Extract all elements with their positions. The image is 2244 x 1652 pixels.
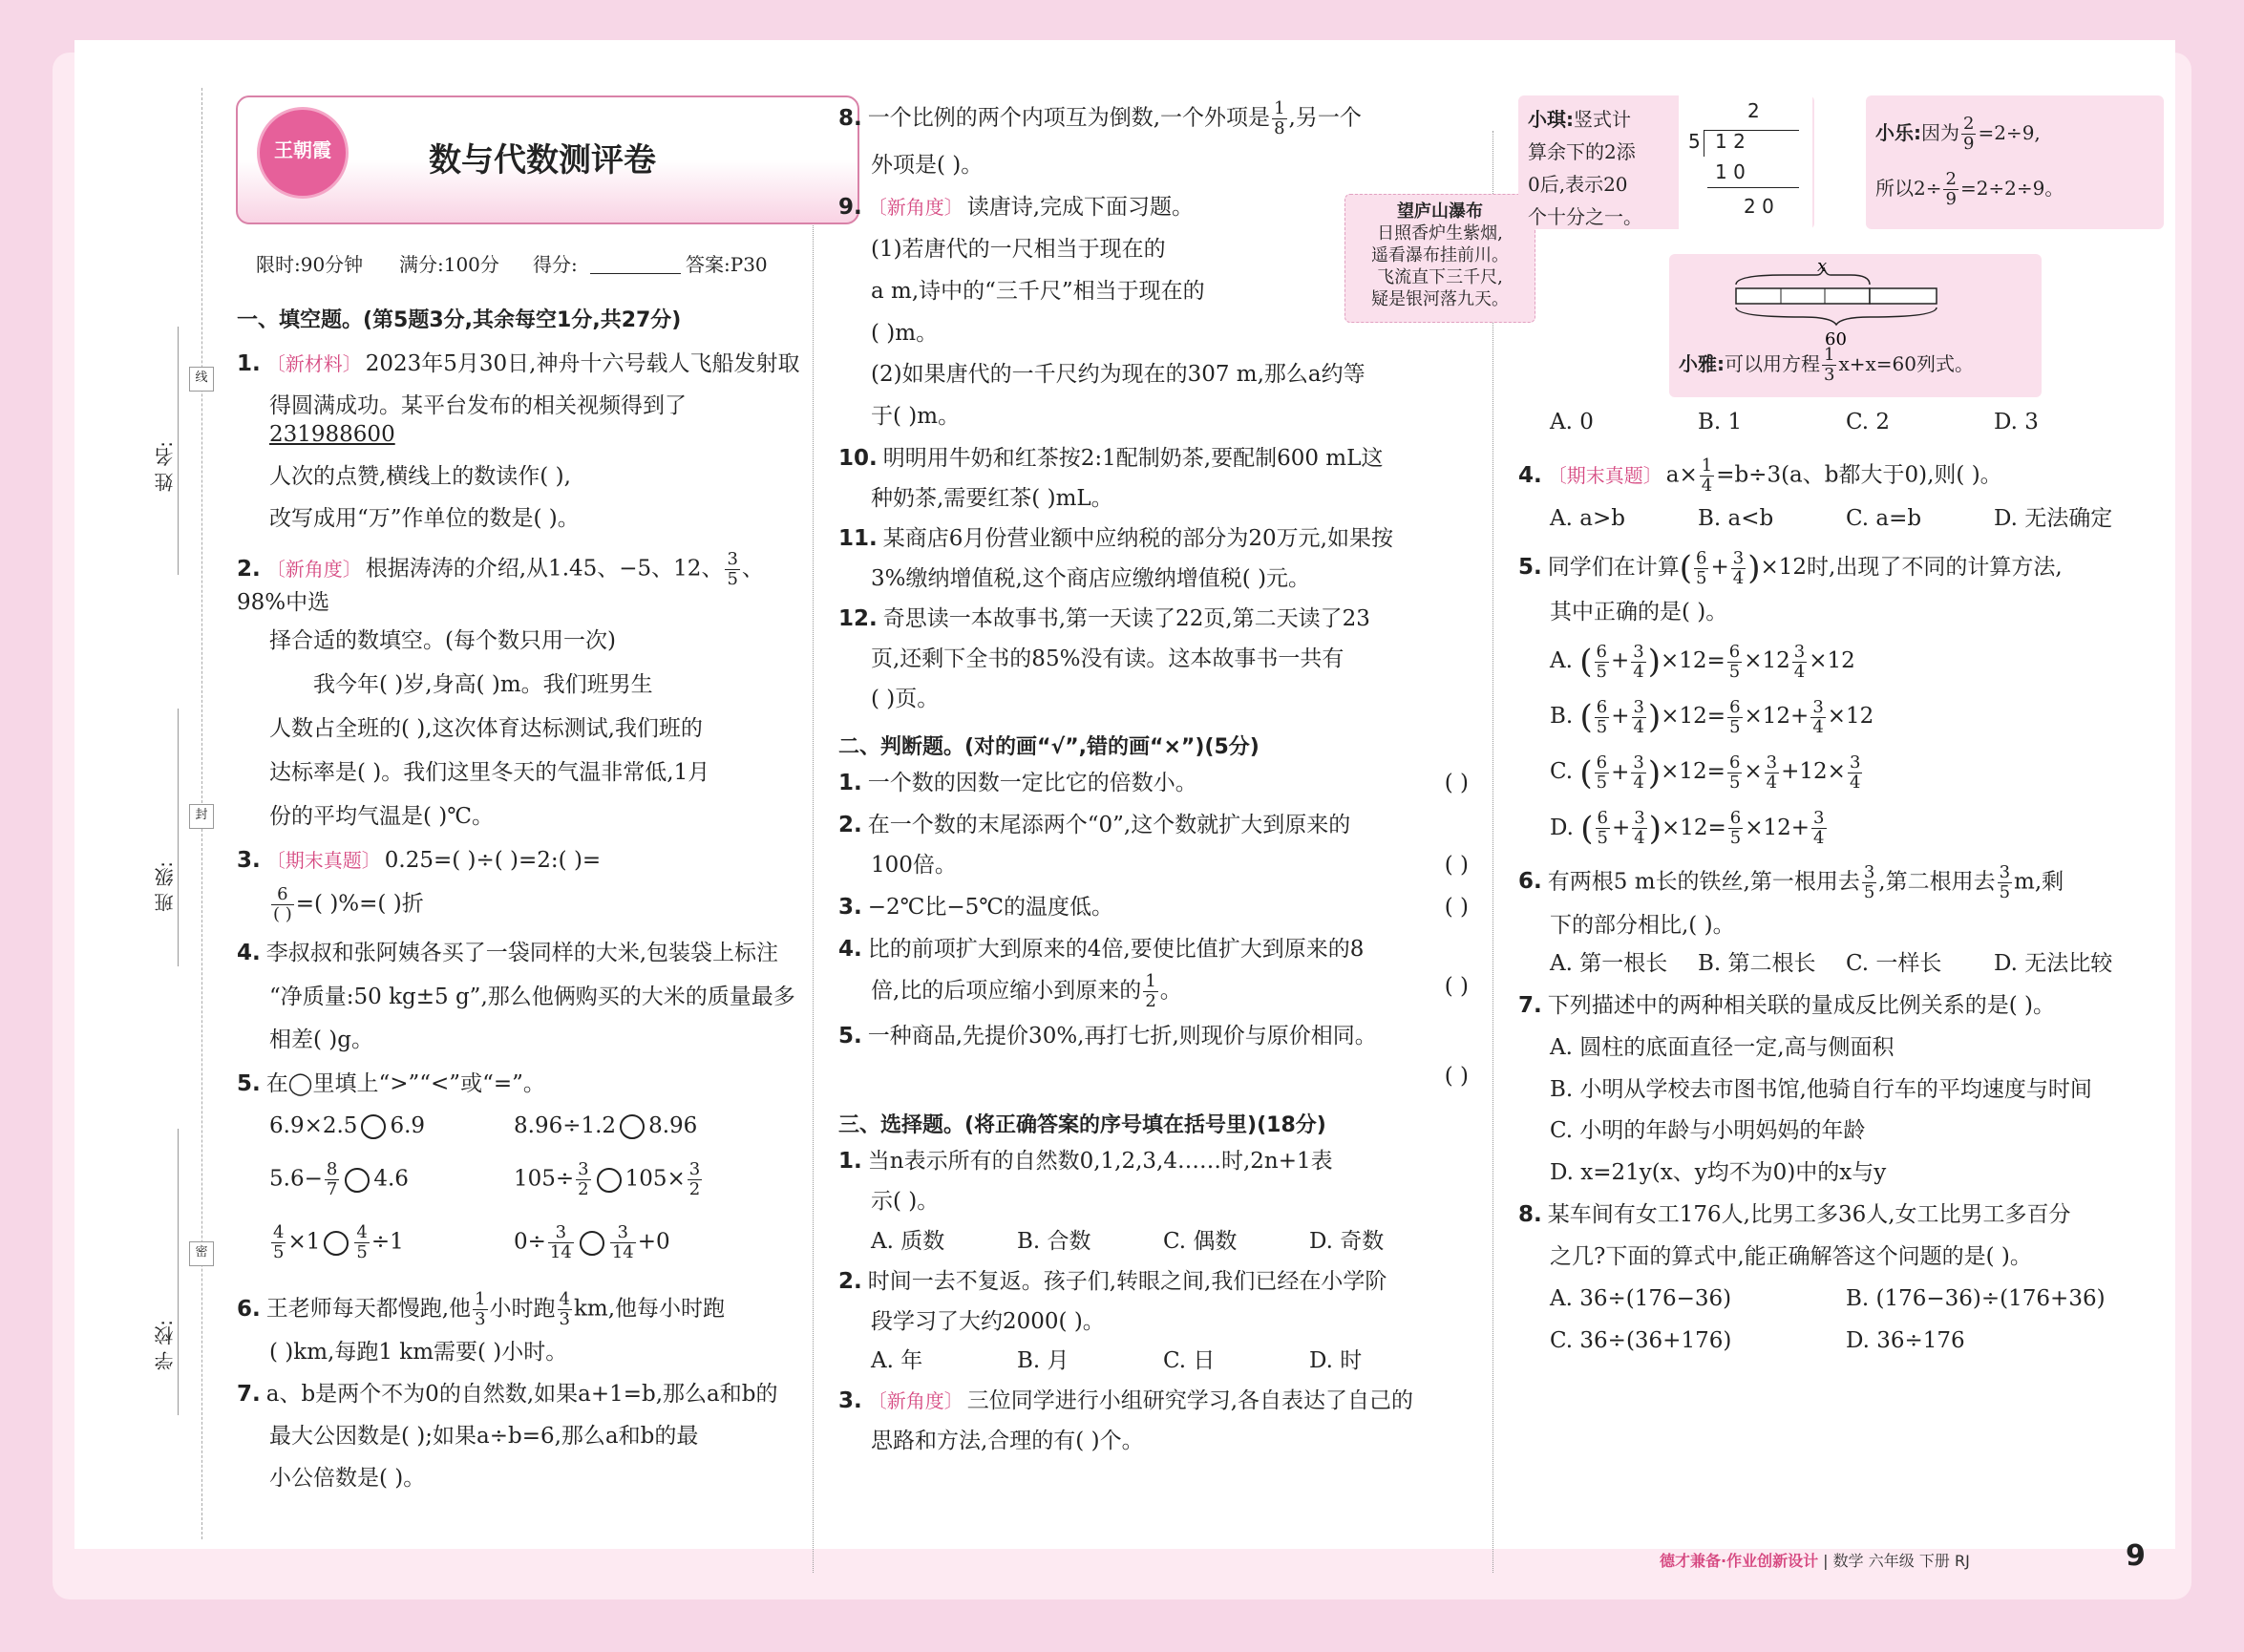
q4-num: 4.: [237, 940, 261, 965]
j5-paren[interactable]: ( ): [1444, 1064, 1469, 1090]
c8-option-c[interactable]: C. 36÷(36+176): [1550, 1327, 1732, 1353]
c2-option-d[interactable]: D. 时: [1309, 1348, 1363, 1374]
q8-line1: 一个比例的两个内项互为倒数,一个外项是: [867, 105, 1271, 131]
column-divider-2: [1492, 131, 1493, 1573]
c5-line2: 其中正确的是( )。: [1550, 600, 1728, 625]
c6-lb: ,第二根用去: [1878, 869, 1996, 895]
c2-line1: 时间一去不复返。孩子们,转眼之间,我们已经在小学阶: [867, 1268, 1387, 1294]
section-judge: 二、判断题。(对的画“√”,错的画“×”)(5分): [838, 735, 1260, 760]
q5-b-circle[interactable]: [620, 1114, 645, 1139]
q12-line2: 页,还剩下全书的85%没有读。这本故事书一共有: [871, 646, 1344, 671]
c6-option-c[interactable]: C. 一样长: [1846, 950, 1942, 976]
q5-g-left: 0÷: [514, 1229, 546, 1255]
q8: 8. 一个比例的两个内项互为倒数,一个外项是 $\frac{1}{8}$ ,另一个 外项是( )。: [838, 99, 1469, 180]
q7-line2: 最大公因数是( );如果a÷b=6,那么a和b的最: [269, 1424, 699, 1450]
c5-lb: ×12时,出现了不同的计算方法,: [1760, 555, 2063, 581]
q10-line1: 明明用牛奶和红茶按2:1配制奶茶,要配制600 mL这: [882, 446, 1384, 472]
j1: [838, 770, 1469, 798]
c6-option-a[interactable]: A. 第一根长: [1550, 950, 1668, 976]
c5: 5. 同学们在计算( $\frac{6}{5}$ + $\frac{3}{4}$ )×12时,出现了不同的计算方法, 其中正确的是( )。 A. ( $\frac{6}{5}$ + $\frac{3}{4}$ )×12= $\frac{6}{5}$ ×12 $\frac{3}{4}$ ×12 B. ( $\frac{6}{5}$ + $\frac{3}{4}$ )×12= $\frac{6}{5}$ ×12+ $\frac{3}{4}$ ×12 C. ( $\frac{6}{5}$ + $\frac{3}{4}$ )×12= $\frac{6}{5}$ × $\frac{3}{4}$ +12× $\frac{3}{4}$ D. ( $\frac{6}{5}$ + $\frac{3}{4}$ )×12= $\frac{6}{5}$ ×12+ $\frac{3}{4}$: [1518, 547, 2168, 850]
c1-option-d[interactable]: D. 奇数: [1309, 1228, 1385, 1254]
c7-line1: 下列描述中的两种相关联的量成反比例关系的是( )。: [1547, 992, 2056, 1018]
c3-options: [1550, 409, 2161, 437]
diagram-sixty: 60: [1825, 329, 1847, 349]
q1-number: 231988600: [269, 421, 395, 447]
q5-g-right: +0: [637, 1229, 670, 1255]
div-quotient: 2: [1747, 99, 1760, 122]
q1-tag: 〔新材料〕: [265, 352, 362, 375]
q12-line1: 奇思读一本故事书,第一天读了22页,第二天读了23: [882, 605, 1370, 631]
poem-card: [1344, 194, 1535, 323]
q5-c-left: 5.6−: [269, 1166, 323, 1192]
q3-line2: =( )%=( )折: [295, 891, 424, 917]
c4-num: 4.: [1518, 462, 1542, 488]
q5-d-circle[interactable]: [597, 1168, 622, 1193]
c3-option-c[interactable]: C. 2: [1846, 410, 1891, 434]
q2-line1b: 、98%中选: [237, 556, 764, 616]
c7-num: 7.: [1518, 992, 1542, 1018]
xiaoqi-card: [1518, 95, 1814, 229]
q9-line5: (2)如果唐代的一千尺约为现在的307 m,那么a约等: [871, 362, 1365, 388]
c3-tag: 〔新角度〕: [867, 1389, 963, 1413]
j3-paren[interactable]: ( ): [1444, 895, 1469, 921]
logo: [257, 107, 349, 199]
q2-line5: 达标率是( )。我们这里冬天的气温非常低,1月: [269, 760, 710, 786]
c1-line1: 当n表示所有的自然数0,1,2,3,4……时,2n+1表: [867, 1148, 1333, 1174]
c6-option-b[interactable]: B. 第二根长: [1698, 950, 1816, 976]
title-banner: [236, 95, 859, 224]
poem-line2: 遥看瀑布挂前川。: [1371, 244, 1509, 265]
footer-grade: 六年级: [1868, 1552, 1915, 1570]
q9-line6: 于( )m。: [871, 404, 961, 430]
c8-option-d[interactable]: D. 36÷176: [1846, 1327, 1965, 1353]
xiaole-name: 小乐:: [1875, 121, 1921, 144]
xiaoqi-l2: 算余下的2添: [1528, 140, 1636, 163]
c8-line1: 某车间有女工176人,比男工多36人,女工比男工多百分: [1547, 1202, 2071, 1228]
q2-line3: 我今年( )岁,身高( )m。我们班男生: [313, 672, 653, 698]
q4-line2: “净质量:50 kg±5 g”,那么他俩购买的大米的质量最多: [269, 984, 795, 1009]
right-column: [1518, 456, 2168, 1356]
left-column: [237, 304, 810, 1493]
j1-paren[interactable]: ( ): [1444, 771, 1469, 796]
xiaoqi-text: [1528, 103, 1642, 233]
j5-num: 5.: [838, 1023, 862, 1048]
c6-line2: 下的部分相比,( )。: [1550, 912, 1735, 938]
q2-num: 2.: [237, 556, 261, 582]
logo-text: 王朝霞: [274, 138, 331, 161]
q5-c-circle[interactable]: [345, 1168, 370, 1193]
c1-option-b[interactable]: B. 合数: [1017, 1228, 1091, 1254]
q9-line2: (1)若唐代的一尺相当于现在的: [871, 236, 1166, 262]
q3-num: 3.: [237, 847, 261, 873]
c3-option-b[interactable]: B. 1: [1698, 410, 1743, 434]
q1-line2: 得圆满成功。某平台发布的相关视频得到了: [269, 392, 687, 418]
q2-fraction: $\frac{3}{5}$: [727, 549, 738, 590]
c2-option-c[interactable]: C. 日: [1163, 1348, 1216, 1374]
c4-tag: 〔期末真题〕: [1547, 463, 1662, 487]
q9-line3: a m,诗中的“三千尺”相当于现在的: [871, 278, 1205, 304]
c2-line2: 段学习了大约2000( )。: [871, 1308, 1105, 1334]
c6-la: 有两根5 m长的铁丝,第一根用去: [1547, 869, 1860, 895]
xiaoqi-l4: 个十分之一。: [1528, 205, 1642, 228]
q3-line1: 0.25=( )÷( )=2:( )=: [384, 847, 602, 873]
q5-c-right: 4.6: [373, 1166, 409, 1192]
j2: [838, 812, 1469, 880]
mark-seal: 封: [189, 804, 214, 829]
q2-line2: 择合适的数填空。(每个数只用一次): [269, 628, 616, 654]
q12: [838, 605, 1469, 714]
c5-num: 5.: [1518, 555, 1542, 581]
poem-title: 望庐山瀑布: [1397, 201, 1483, 222]
q8-num: 8.: [838, 105, 862, 131]
mark-line: 线: [189, 367, 214, 392]
c3-num: 3.: [838, 1388, 862, 1414]
diagram-x: x: [1817, 256, 1828, 276]
q7-line3: 小公倍数是( )。: [269, 1465, 426, 1491]
c8: [1518, 1201, 2168, 1356]
c4: 4. 〔期末真题〕 a× $\frac{1}{4}$ =b÷3(a、b都大于0),则( )。 A. a>b B. a<b C. a=b D. 无法确定: [1518, 456, 2168, 534]
footer-term: 下册: [1918, 1552, 1950, 1570]
j3-num: 3.: [838, 895, 862, 921]
q6-num: 6.: [237, 1296, 261, 1322]
column-divider-1: [813, 131, 814, 1573]
q5-a-circle[interactable]: [361, 1114, 386, 1139]
j1-text: 一个数的因数一定比它的倍数小。: [867, 771, 1197, 796]
school-label: 学 校:: [154, 1320, 177, 1371]
q2-line6: 份的平均气温是( )℃。: [269, 803, 494, 829]
q5-e-circle[interactable]: [324, 1231, 349, 1256]
mark-secret: 密: [189, 1241, 214, 1266]
xiaoqi-l1: 竖式计: [1574, 108, 1631, 131]
j2-paren[interactable]: ( ): [1444, 853, 1469, 879]
poem-line3: 飞流直下三千尺,: [1377, 266, 1503, 287]
full-score: 满分:100分: [399, 253, 499, 276]
xiaole-l1: 因为: [1921, 121, 1959, 144]
class-line: [178, 709, 179, 966]
q12-line3: ( )页。: [871, 686, 940, 711]
q2-tag: 〔新角度〕: [265, 557, 362, 581]
q2: [237, 550, 810, 831]
q11: [838, 525, 1469, 594]
page-title: 数与代数测评卷: [429, 141, 656, 180]
q3-fraction: 6 ( ): [273, 883, 292, 924]
q5-b-right: 8.96: [648, 1113, 698, 1139]
q10: [838, 445, 1469, 514]
c5-option-d[interactable]: D.: [1550, 815, 1574, 840]
xiaoya-name: 小雅:: [1679, 352, 1725, 375]
c5-b-sum: ( $\frac{6}{5}$ + $\frac{3}{4}$ ): [1579, 696, 1662, 737]
c5-option-c[interactable]: C.: [1550, 759, 1574, 785]
c7-option-c[interactable]: C. 小明的年龄与小明妈妈的年龄: [1550, 1118, 1866, 1144]
q11-line1: 某商店6月份营业额中应纳税的部分为20万元,如果按: [882, 526, 1393, 552]
q9-num: 9.: [838, 194, 862, 220]
j2-text2: 100倍。: [871, 853, 957, 879]
q5-e-right: ÷1: [370, 1229, 404, 1255]
q6-line1c: km,他每小时跑: [573, 1296, 726, 1322]
q11-num: 11.: [838, 526, 878, 552]
xiaoqi-name: 小琪:: [1528, 108, 1574, 131]
q2-line1: 根据涛涛的介绍,从1.45、−5、12、: [365, 556, 724, 582]
q6: 6. 王老师每天都慢跑,他 $\frac{1}{3}$ 小时跑 $\frac{4}{3}$ km,他每小时跑 ( )km,每跑1 km需要( )小时。: [237, 1290, 810, 1367]
q10-num: 10.: [838, 446, 878, 472]
q9-line1: 读唐诗,完成下面习题。: [966, 194, 1195, 220]
paper: [74, 40, 2175, 1573]
c4-option-b[interactable]: B. a<b: [1698, 506, 1774, 531]
long-division: [1679, 95, 1812, 229]
q5-line1: 在◯里填上“>”“<”或“=”。: [265, 1071, 545, 1097]
j5-text: 一种商品,先提价30%,再打七折,则现价与原价相同。: [867, 1023, 1377, 1048]
q5-num: 5.: [237, 1071, 261, 1097]
c5-c-sum: ( $\frac{6}{5}$ + $\frac{3}{4}$ ): [1579, 752, 1662, 794]
c1-line2: 示( )。: [871, 1188, 940, 1214]
q5-a-right: 6.9: [390, 1113, 426, 1139]
c6-option-d[interactable]: D. 无法比较: [1994, 950, 2113, 976]
c3-line1: 三位同学进行小组研究学习,各自表达了自己的: [966, 1388, 1414, 1414]
c3-option-a[interactable]: A. 0: [1550, 410, 1594, 434]
footer-series: 德才兼备·作业创新设计: [1660, 1552, 1819, 1570]
c8-line2: 之几?下面的算式中,能正确解答这个问题的是( )。: [1550, 1244, 2032, 1270]
q6-line1b: 小时跑: [489, 1296, 556, 1322]
div-dividend: 1 2: [1715, 130, 1746, 153]
name-label: 姓 名:: [154, 441, 177, 493]
c5-expr: ( $\frac{6}{5}$ + $\frac{3}{4}$ ): [1679, 547, 1761, 588]
xiaole-l2: 所以2÷: [1875, 177, 1942, 200]
q1-line1: 2023年5月30日,神舟十六号载人飞船发射取: [365, 351, 800, 376]
j3-text: −2℃比−5℃的温度低。: [867, 895, 1114, 921]
j3: [838, 894, 1469, 922]
q12-num: 12.: [838, 605, 878, 631]
c3-option-d[interactable]: D. 3: [1994, 410, 2039, 434]
q5-d-right: 105×: [625, 1166, 686, 1192]
q9-tag: 〔新角度〕: [867, 195, 963, 219]
page-number: 9: [2126, 1539, 2146, 1573]
c1-option-c[interactable]: C. 偶数: [1163, 1228, 1238, 1254]
q7-num: 7.: [237, 1382, 261, 1408]
xiaoya-lb: x+x=60列式。: [1838, 352, 1974, 375]
div-remainder: 2 0: [1744, 195, 1774, 218]
j5: [838, 1023, 1469, 1091]
q11-line2: 3%缴纳增值税,这个商店应缴纳增值税( )元。: [871, 565, 1311, 591]
q5-g-circle[interactable]: [580, 1231, 604, 1256]
xiaole-card: 小乐:因为 $\frac{2}{9}$ =2÷9, 所以2÷ $\frac{2}{9}$ =2÷2÷9。: [1866, 95, 2164, 229]
c7-option-d[interactable]: D. x=21y(x、y均不为0)中的x与y: [1550, 1160, 1887, 1186]
q5-d-left: 105÷: [514, 1166, 575, 1192]
section-fill-blank: 一、填空题。(第5题3分,其余每空1分,共27分): [237, 308, 682, 332]
c4-lb: =b÷3(a、b都大于0),则( )。: [1716, 462, 2002, 488]
c4-option-c[interactable]: C. a=b: [1846, 506, 1922, 531]
q8-line2: 外项是( )。: [871, 153, 984, 178]
c2-option-a[interactable]: A. 年: [871, 1348, 923, 1374]
q5: 5. 在◯里填上“>”“<”或“=”。 6.9×2.5 6.9 8.96÷1.2 8.96 5.6− $\frac{8}{7}$ 4.6 105÷ $\frac{3}{2}$ 105× $\frac{3}{2}$ $\frac{4}{5}$ ×1 $\frac{4}{5}$ ÷1 0÷ $\frac{3}{14}$ $\frac{3}{14}$ +0: [237, 1071, 701, 1263]
q1-num: 1.: [237, 351, 261, 376]
c4-option-d[interactable]: D. 无法确定: [1994, 506, 2113, 531]
j4: 4. 比的前项扩大到原来的4倍,要使比值扩大到原来的8 倍,比的后项应缩小到原来的 $\frac{1}{2}$ 。 ( ): [838, 937, 1469, 1011]
j4-paren[interactable]: ( ): [1444, 974, 1469, 1000]
section-choice: 三、选择题。(将正确答案的序号填在括号里)(18分): [838, 1112, 1326, 1137]
xiaoqi-l3: 0后,表示20: [1528, 173, 1628, 196]
j4-num: 4.: [838, 937, 862, 963]
j2-text: 在一个数的末尾添两个“0”,这个数就扩大到原来的: [867, 813, 1351, 838]
c6-num: 6.: [1518, 869, 1542, 895]
q6-line2: ( )km,每跑1 km需要( )小时。: [269, 1340, 568, 1366]
xiaoya-card: x 60 小雅:可以用方程 $\frac{1}{3}$ x+x=60列式。: [1669, 254, 2042, 397]
j1-num: 1.: [838, 771, 862, 796]
c8-option-a[interactable]: A. 36÷(176−36): [1550, 1285, 1732, 1311]
c1: [838, 1148, 1469, 1257]
xiaole-l1b: =2÷9,: [1978, 121, 2041, 144]
c5-d-sum: ( $\frac{6}{5}$ + $\frac{3}{4}$ ): [1580, 808, 1662, 849]
c4-la: a×: [1665, 462, 1698, 488]
c5-a-sum: ( $\frac{6}{5}$ + $\frac{3}{4}$ ): [1579, 641, 1661, 682]
q1-line4: 改写成用“万”作单位的数是( )。: [269, 505, 580, 531]
c6: 6. 有两根5 m长的铁丝,第一根用去 $\frac{3}{5}$ ,第二根用去 $\frac{3}{5}$ m,剩 下的部分相比,( )。 A. 第一根长 B. 第二根长 C. 一样长 D. 无法比较: [1518, 863, 2168, 979]
j4-text2b: 。: [1159, 978, 1182, 1004]
q5-a-left: 6.9×2.5: [269, 1113, 358, 1139]
c2-option-b[interactable]: B. 月: [1017, 1348, 1069, 1374]
q10-line2: 种奶茶,需要红茶( )mL。: [871, 486, 1113, 512]
q5-e-left: ×1: [287, 1229, 321, 1255]
j2-num: 2.: [838, 813, 862, 838]
q1-line3: 人次的点赞,横线上的数读作( ),: [269, 463, 571, 489]
q5-b-left: 8.96÷1.2: [514, 1113, 617, 1139]
c2-num: 2.: [838, 1268, 862, 1294]
c1-option-a[interactable]: A. 质数: [871, 1228, 945, 1254]
poem-line1: 日照香炉生紫烟,: [1377, 222, 1503, 244]
q3-tag: 〔期末真题〕: [265, 848, 381, 872]
middle-column: [838, 98, 1509, 1456]
c3-line2: 思路和方法,合理的有( )个。: [871, 1429, 1144, 1454]
c2: [838, 1268, 1469, 1377]
q8-line1b: ,另一个: [1288, 105, 1362, 131]
c4-option-a[interactable]: A. a>b: [1550, 506, 1625, 531]
c5-option-b[interactable]: B.: [1550, 704, 1574, 730]
name-line: [178, 327, 179, 575]
c7-option-b[interactable]: B. 小明从学校去市图书馆,他骑自行车的平均速度与时间: [1550, 1076, 2092, 1102]
c1-num: 1.: [838, 1148, 862, 1174]
q2-line4: 人数占全班的( ),这次体育达标测试,我们班的: [269, 716, 703, 742]
q6-line1: 王老师每天都慢跑,他: [265, 1296, 472, 1322]
bar-diagram: [1669, 254, 2042, 349]
answer-page: 答案:P30: [686, 253, 768, 276]
q4-line1: 李叔叔和张阿姨各买了一袋同样的大米,包装袋上标注: [265, 940, 779, 965]
div-divisor: 5: [1688, 130, 1701, 153]
xiaole-l2b: =2÷2÷9。: [1959, 177, 2064, 200]
q7: [237, 1381, 810, 1493]
score-blank[interactable]: [590, 273, 681, 274]
class-label: 班 级:: [154, 861, 177, 913]
c7-option-a[interactable]: A. 圆柱的底面直径一定,高与侧面积: [1550, 1034, 1895, 1060]
c7: [1518, 992, 2168, 1188]
q4: [237, 940, 810, 1056]
c3: [838, 1387, 1469, 1456]
q9: [838, 194, 1509, 432]
footer-subject: 数学: [1832, 1552, 1864, 1570]
div-subtract: 1 0: [1715, 160, 1746, 183]
c8-option-b[interactable]: B. (176−36)÷(176+36): [1846, 1285, 2106, 1311]
time-limit: 限时:90分钟: [256, 253, 364, 276]
q4-line3: 相差( )g。: [269, 1027, 373, 1053]
school-line: [178, 1129, 179, 1415]
q3: [237, 847, 810, 924]
poem-line4: 疑是银河落九天。: [1371, 288, 1509, 309]
c8-num: 8.: [1518, 1202, 1542, 1228]
q7-line1: a、b是两个不为0的自然数,如果a+1=b,那么a和b的: [265, 1382, 778, 1408]
c5-option-a[interactable]: A.: [1550, 648, 1573, 674]
c5-la: 同学们在计算: [1547, 555, 1680, 581]
footer-edition: RJ: [1954, 1552, 1970, 1570]
c6-lc: m,剩: [2014, 869, 2064, 895]
q9-line4: ( )m。: [871, 320, 939, 346]
q1: [237, 350, 810, 533]
footer: 德才兼备·作业创新设计 | 数学 六年级 下册 RJ: [1660, 1552, 1970, 1570]
j4-text: 比的前项扩大到原来的4倍,要使比值扩大到原来的8: [867, 937, 1365, 963]
j4-text2: 倍,比的后项应缩小到原来的: [871, 978, 1142, 1004]
score-label: 得分:: [533, 253, 578, 276]
xiaoya-la: 可以用方程: [1725, 352, 1820, 375]
